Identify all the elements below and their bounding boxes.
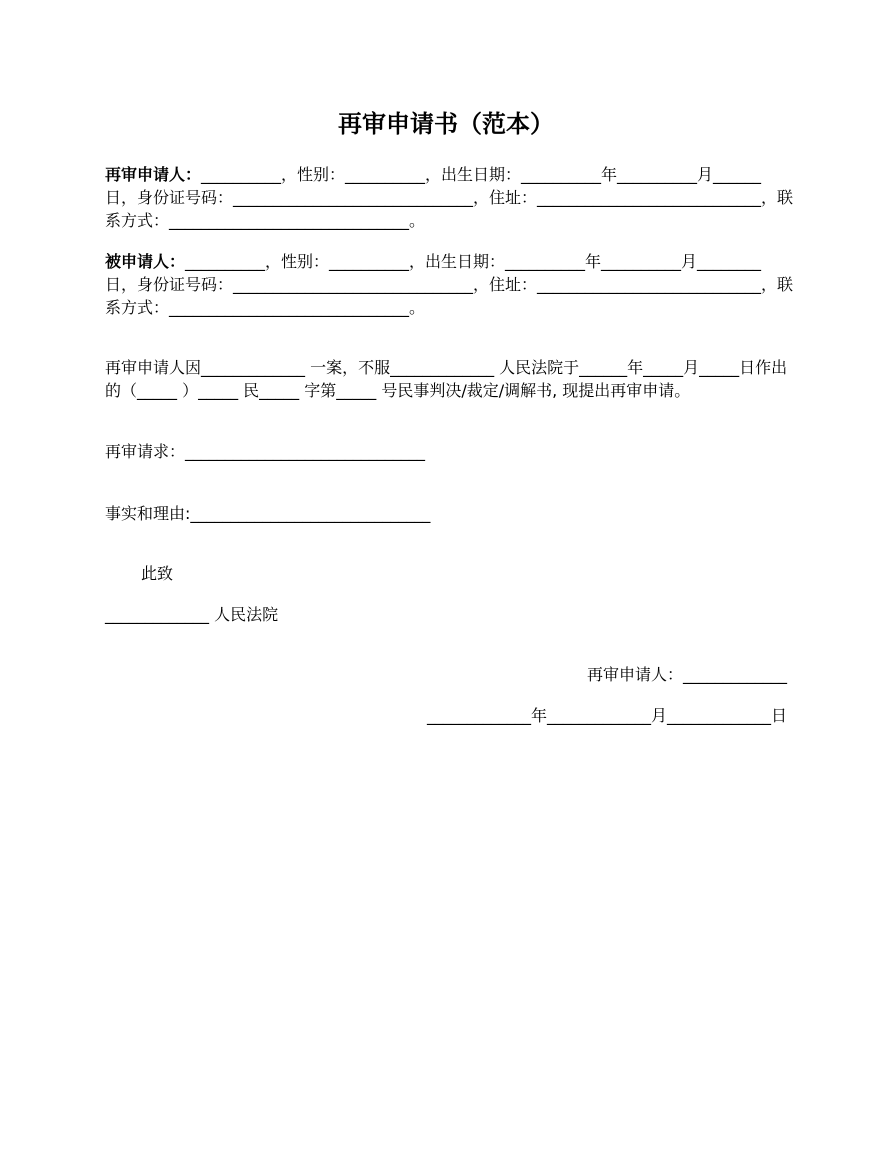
retrial-request-line: 再审请求：______________________________ — [105, 442, 426, 461]
statement-paragraph: 再审申请人因_____________ 一案，不服_____________ 人民法院于______年_____月_____日作出的（_____ ）_____ 民_____ 字第_____ 号民事判决/裁定/调解书, 现提出再审申请。 — [105, 358, 788, 400]
facts-reasons-line: 事实和理由:______________________________ — [105, 504, 431, 523]
respondent-label: 被申请人： — [105, 252, 186, 271]
applicant-label: 再审申请人： — [105, 165, 202, 184]
respondent-paragraph — [105, 250, 793, 319]
signature-line: 再审申请人：_____________ — [586, 665, 787, 684]
respondent-fields: __________，性别：__________，出生日期：__________年__________月________日，身份证号码：______________________________，住址：____________________________，联系方式：______________________________。 — [105, 252, 794, 317]
court-line: _____________ 人民法院 — [105, 605, 279, 624]
salutation: 此致 — [141, 564, 174, 583]
applicant-paragraph — [105, 163, 793, 232]
applicant-fields: __________，性别：__________，出生日期：__________年__________月______日，身份证号码：______________________________，住址：____________________________，联系方式：______________________________。 — [105, 165, 794, 230]
date-line: _____________年_____________月_____________日 — [426, 706, 787, 725]
page-title: 再审申请书（范本） — [338, 110, 554, 138]
